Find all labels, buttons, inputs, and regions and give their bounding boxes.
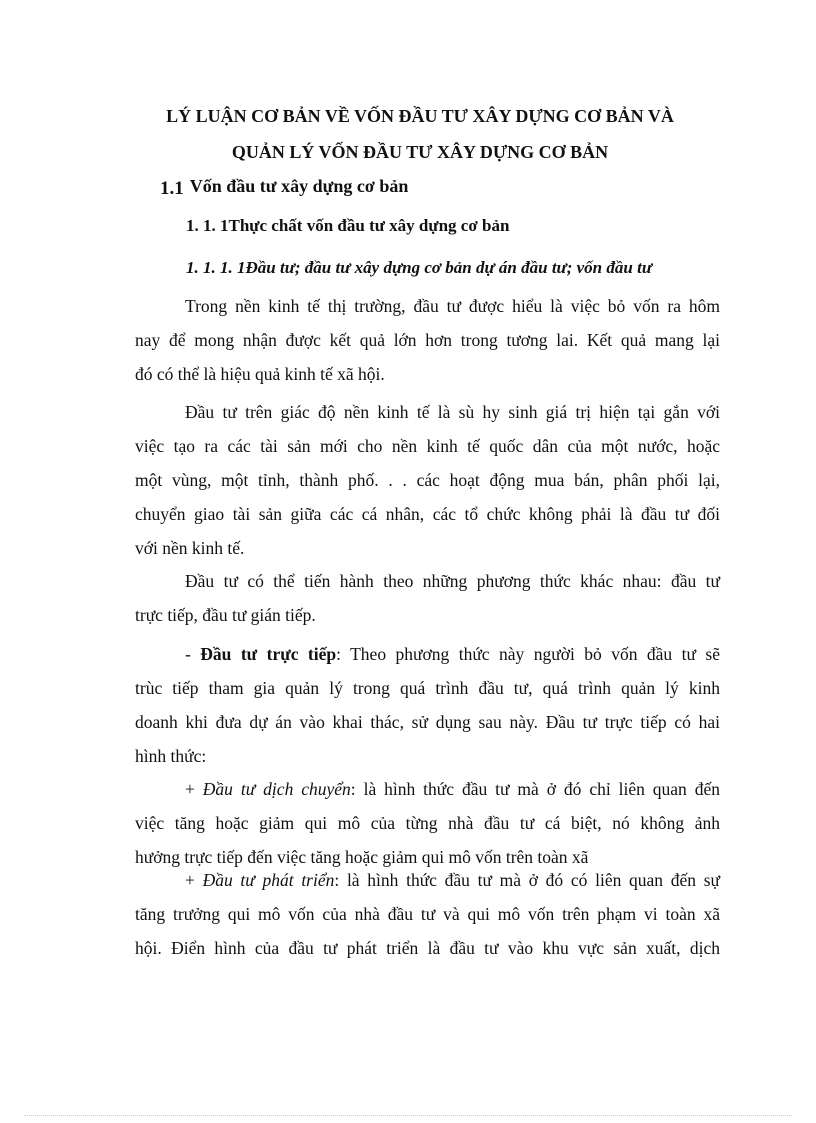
list-prefix: - [185, 644, 201, 664]
section-number: 1.1 [160, 178, 184, 199]
paragraph-2 [135, 395, 720, 565]
line-text: : là hình thức đầu tư mà ở đó có liên quan đến sự [334, 870, 721, 890]
list-prefix: + [185, 870, 203, 890]
paragraph-line: trùc tiếp tham gia quản lý trong quá trình đầu tư, quá trình quản lý kinh [135, 678, 720, 698]
section-title: Vốn đầu tư xây dựng cơ bản [189, 176, 409, 196]
paragraph-line: doanh khi đưa dự án vào khai thác, sử dụng sau này. Đầu tư trực tiếp có hai [135, 712, 720, 732]
paragraph-line: một vùng, một tỉnh, thành phố. . . các hoạt động mua bán, phân phối lại, [135, 470, 720, 490]
paragraph-line: đó có thể là hiệu quả kinh tế xã hội. [135, 364, 385, 384]
paragraph-line: tăng trưởng qui mô vốn của nhà đầu tư và qui mô vốn trên phạm vi toàn xã [135, 904, 720, 924]
paragraph-line: Trong nền kinh tế thị trường, đầu tư được hiểu là việc bỏ vốn ra hôm [185, 296, 720, 316]
term-transfer-investment: Đầu tư dịch chuyển [202, 779, 351, 799]
paragraph-line [135, 772, 720, 806]
section-heading-1-1 [160, 176, 408, 198]
title-line-2: QUẢN LÝ VỐN ĐẦU TƯ XÂY DỰNG CƠ BẢN [231, 142, 609, 162]
list-prefix: + [185, 779, 203, 799]
section-heading-1-1-1: 1. 1. 1Thực chất vốn đầu tư xây dựng cơ bản [186, 216, 510, 235]
paragraph-4 [135, 637, 720, 773]
paragraph-line: hưởng trực tiếp đến việc tăng hoặc giảm qui mô vốn trên toàn xã [135, 847, 589, 867]
paragraph-5 [135, 772, 720, 874]
paragraph-line: với nền kinh tế. [135, 538, 245, 558]
paragraph-line [135, 863, 720, 897]
line-text: : Theo phương thức này người bỏ vốn đầu tư sẽ [336, 644, 720, 664]
paragraph-line: nay để mong nhận được kết quả lớn hơn trong tương lai. Kết quả mang lại [135, 330, 720, 350]
paragraph-1 [135, 289, 720, 391]
term-direct-investment: Đầu tư trực tiếp [200, 644, 337, 664]
paragraph-3 [135, 564, 720, 632]
paragraph-line: hội. Điển hình của đầu tư phát triển là đầu tư vào khu vực sản xuất, dịch [135, 938, 720, 958]
paragraph-line: việc tăng hoặc giảm qui mô của từng nhà đầu tư cá biệt, nó không ảnh [135, 813, 720, 833]
paragraph-line: trực tiếp, đầu tư gián tiếp. [135, 605, 316, 625]
page-bottom-divider [24, 1115, 792, 1116]
paragraph-line [135, 637, 720, 671]
paragraph-line: hình thức: [135, 746, 207, 766]
paragraph-line: chuyển giao tài sản giữa các cá nhân, các tổ chức không phải là đầu tư đối [135, 504, 720, 524]
document-title [120, 98, 720, 170]
paragraph-line: việc tạo ra các tài sản mới cho nền kinh tế quốc dân của một nước, hoặc [135, 436, 720, 456]
term-development-investment: Đầu tư phát triển [202, 870, 335, 890]
title-line-1: LÝ LUẬN CƠ BẢN VỀ VỐN ĐẦU TƯ XÂY DỰNG CƠ BẢN VÀ [166, 106, 674, 126]
line-text: : là hình thức đầu tư mà ở đó chỉ liên quan đến [350, 779, 720, 799]
section-heading-1-1-1-1: 1. 1. 1. 1Đầu tư; đầu tư xây dựng cơ bản dự án đầu tư; vốn đầu tư [186, 258, 652, 277]
paragraph-line: Đầu tư trên giác độ nền kinh tế là sù hy sinh giá trị hiện tại gắn với [185, 402, 720, 422]
paragraph-line: Đầu tư có thể tiến hành theo những phương thức khác nhau: đầu tư [185, 571, 720, 591]
paragraph-6 [135, 863, 720, 965]
